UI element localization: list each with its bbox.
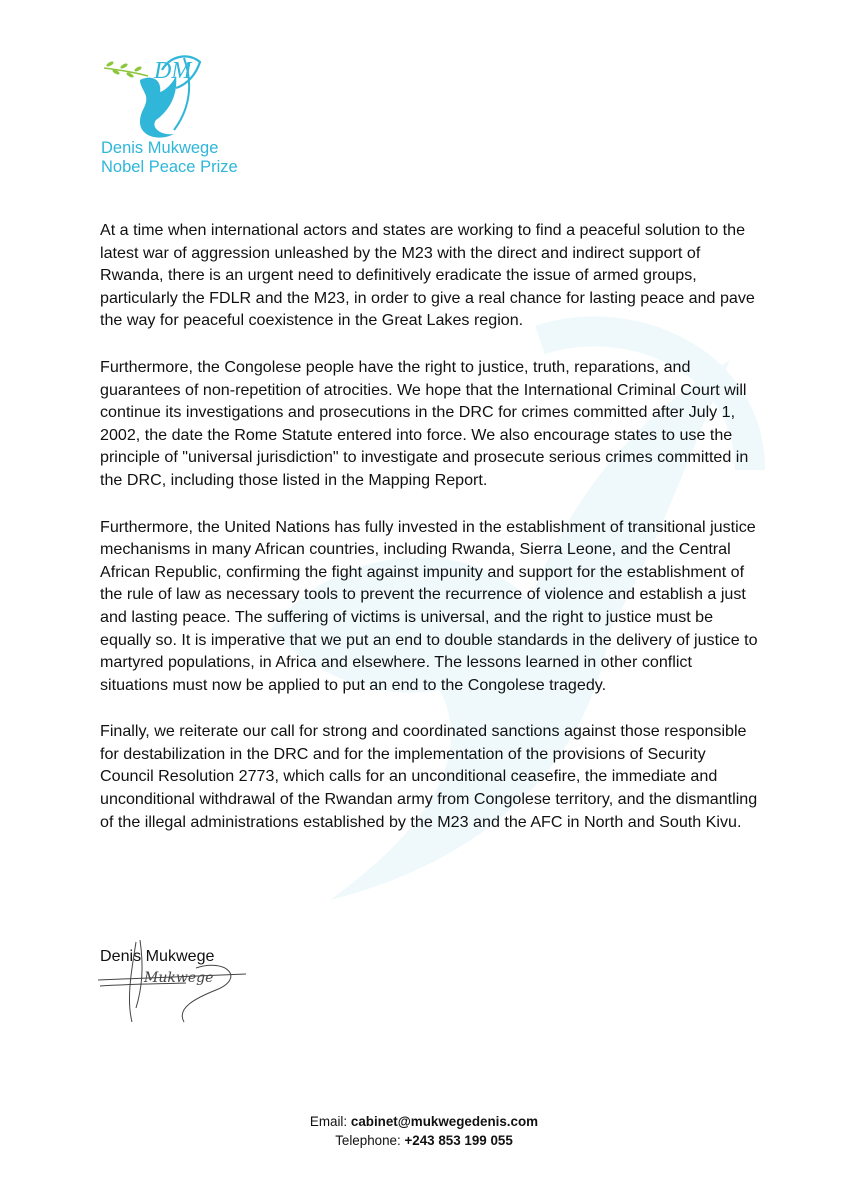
handwritten-signature xyxy=(96,938,256,1028)
org-header xyxy=(101,139,238,177)
signatory-name: Denis Mukwege xyxy=(100,947,215,965)
signature-script: Mukwege xyxy=(144,970,214,986)
phone-label: Telephone: xyxy=(335,1133,401,1148)
footer-phone xyxy=(0,1132,848,1150)
letter-body xyxy=(100,219,760,857)
org-subtitle: Nobel Peace Prize xyxy=(101,158,238,176)
org-name: Denis Mukwege xyxy=(101,139,219,157)
paragraph-3: Furthermore, the United Nations has fully invested in the establishment of transitional justice mechanisms in many African countries, including Rwanda, Sierra Leone, and the Central African Republic, confirming the fight against impunity and support for the establishment of the rule of law as necessary tools to prevent the recurrence of violence and establish a just and lasting peace. The suffering of victims is universal, and the right to justice must be equally so. It is imperative that we put an end to double standards in the delivery of justice to martyred populations, in Africa and elsewhere. The lessons learned in other conflict situations must now be applied to put an end to the Congolese tragedy. xyxy=(100,517,758,694)
phone-number: +243 853 199 055 xyxy=(404,1133,513,1148)
paragraph-4: Finally, we reiterate our call for strong and coordinated sanctions against those responsible for destabilization in the DRC and for the implementation of the provisions of Security Council Resolution 2773, which calls for an unconditional ceasefire, the immediate and unconditional withdrawal of the Rwandan army from Congolese territory, and the dismantling of the illegal administrations established by the M23 and the AFC in North and South Kivu. xyxy=(100,722,758,831)
email-label: Email: xyxy=(309,1114,348,1129)
footer-email xyxy=(0,1113,848,1131)
paragraph-1: At a time when international actors and states are working to find a peaceful solution to the latest war of aggression unleashed by the M23 with the direct and indirect support of Rwanda, there is an urgent need to definitively eradicate the issue of armed groups, particularly the FDLR and the M23, in order to give a real chance for lasting peace and pave the way for peaceful coexistence in the Great Lakes region. xyxy=(100,221,755,330)
dove-logo-icon xyxy=(100,50,210,140)
paragraph-2: Furthermore, the Congolese people have the right to justice, truth, reparations, and guarantees of non-repetition of atrocities. We hope that the International Criminal Court will continue its investigations and prosecutions in the DRC for crimes committed after July 1, 2002, the date the Rome Statute entered into force. We also encourage states to use the principle of "universal jurisdiction" to investigate and prosecute serious crimes committed in the DRC, including those listed in the Mapping Report. xyxy=(100,357,749,489)
logo-monogram: DM xyxy=(154,58,192,84)
email-link[interactable]: cabinet@mukwegedenis.com xyxy=(350,1114,539,1129)
